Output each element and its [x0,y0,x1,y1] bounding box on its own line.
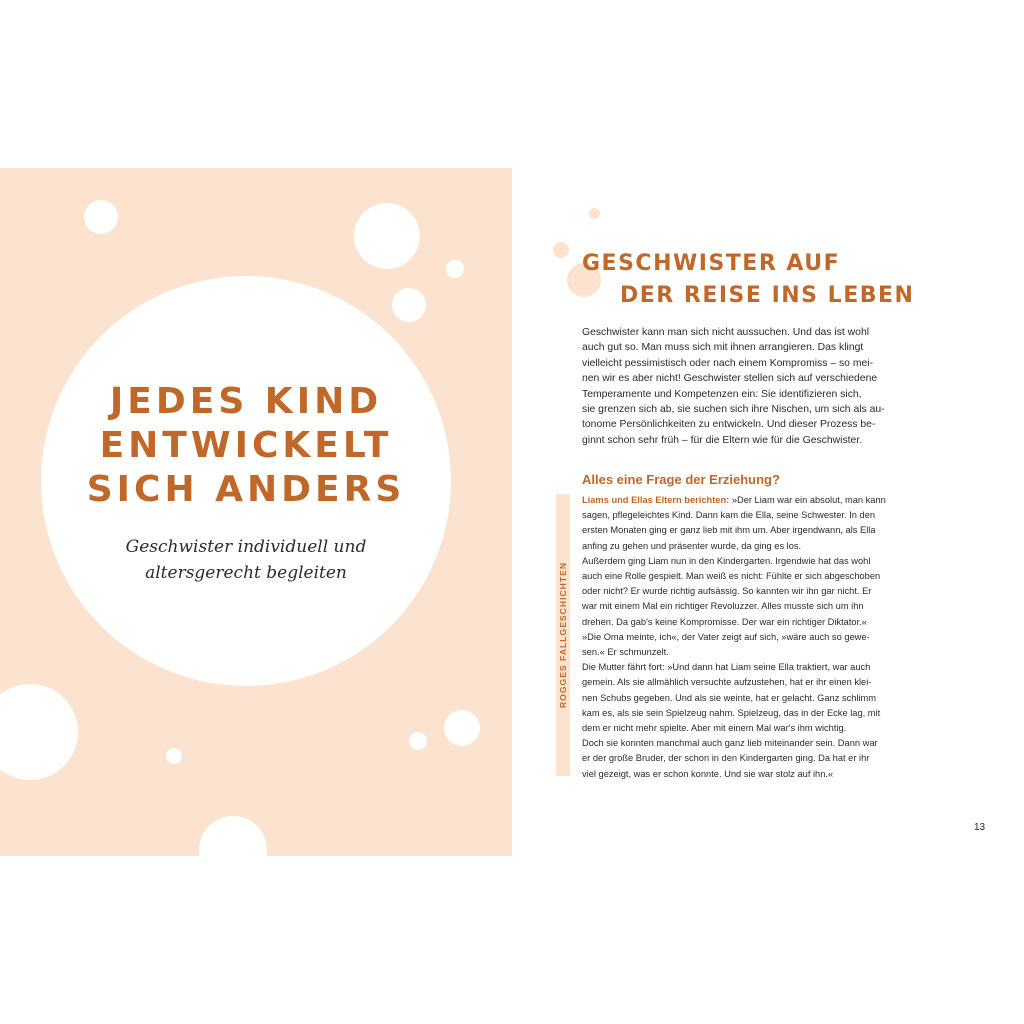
chapter-headline [41,380,451,512]
text-line: vielleicht pessimistisch oder nach einem Kompromiss – so mei- [582,357,874,369]
decorative-dot [354,203,420,269]
right-page [512,168,1024,856]
headline-line: SICH ANDERS [86,469,406,510]
text-line: nen Schubs gegeben. Und als sie weinte, hat er gelacht. Ganz schlimm [582,692,877,703]
case-story [582,493,912,782]
case-sidebar [556,494,570,776]
text-line: drehen. Da gab's keine Kompromisse. Der war ein richtiger Diktator.« [582,616,867,627]
text-line: tonome Persönlichkeiten zu entwickeln. Und dieser Prozess be- [582,419,876,431]
headline-line: JEDES KIND [109,381,383,422]
section-title-line: DER REISE INS LEBEN [620,283,915,308]
story-first-line [582,493,912,508]
text-line: Temperamente und Kompetenzen ein: Sie identifizieren sich, [582,388,862,400]
section-title-line: GESCHWISTER AUF [582,251,841,276]
text-line: auch eine Rolle gespielt. Man weiß es nicht: Fühlte er sich abgeschoben [582,571,881,582]
headline-line: ENTWICKELT [99,425,393,466]
text-line: ginnt schon sehr früh – für die Eltern wie für die Geschwister. [582,434,863,446]
subtitle-line: altersgerecht begleiten [145,563,347,583]
text-line: Doch sie konnten manchmal auch ganz lieb miteinander sein. Dann war [582,738,878,749]
text-line: sen.« Er schmunzelt. [582,647,669,658]
section-title [582,248,1002,312]
subtitle-line: Geschwister individuell und [125,537,367,557]
text-line: dem er nicht mehr spielte. Aber mit einem Mal war's ihm wichtig. [582,723,847,734]
decorative-dot [84,200,118,234]
decorative-dot [444,710,480,746]
text-line: anfing zu gehen und präsenter wurde, da ging es los. [582,540,802,551]
decorative-dot [199,816,267,856]
case-sidebar-label [556,494,570,776]
text-line: kam es, als sie sein Spielzeug nahm. Spielzeug, das in der Ecke lag, mit [582,707,881,718]
decorative-dot [392,288,426,322]
decorative-dot [166,748,182,764]
story-lead: Liams und Ellas Eltern berichten: [582,495,730,505]
side-label-text: ROGGES FALLGESCHICHTEN [558,561,568,709]
text-line: sagen, pflegeleichtes Kind. Dann kam die Ella, seine Schwester. In den [582,510,876,521]
decorative-dot [553,242,569,258]
text-line: Geschwister kann man sich nicht aussuchen. Und das ist wohl [582,327,870,338]
text-line: Außerdem ging Liam nun in den Kindergarten. Irgendwie hat das wohl [582,555,871,566]
page-number: 13 [974,822,986,833]
text-line: ersten Monaten ging er ganz lieb mit ihm um. Aber irgendwann, als Ella [582,525,876,536]
text-line: sie grenzen sich ab, sie suchen sich ihre Nischen, um sich als au- [582,404,885,416]
text-line: war mit einem Mal ein richtiger Revoluzzer. Alles musste sich um ihn [582,601,864,612]
story-first-line-rest: »Der Liam war ein absolut, man kann [729,495,886,505]
decorative-dot [589,208,600,219]
text-line: »Die Oma meinte, ich«, der Vater zeigt auf sich, »wäre auch so gewe- [582,631,870,642]
case-heading: Alles eine Frage der Erziehung? [582,472,780,487]
decorative-dot [409,732,427,750]
decorative-dot [0,684,78,780]
intro-paragraph [582,325,904,448]
decorative-dot [446,260,464,278]
text-line: viel gezeigt, was er schon konnte. Und sie war stolz auf ihn.« [582,768,834,779]
left-page [0,168,512,856]
text-line: er der große Bruder, der schon in den Kindergarten ging. Da hat er ihr [582,753,870,764]
text-line: auch gut so. Man muss sich mit ihnen arrangieren. Das klingt [582,342,864,354]
text-line: gemein. Als sie allmählich versuchte aufzustehen, hat er ihr einen klei- [582,677,872,688]
text-line: oder nicht? Er wurde richtig aufsässig. So kannten wir ihn gar nicht. Er [582,586,872,597]
text-line: nen wir es aber nicht! Geschwister stellen sich auf verschiedene [582,373,878,385]
chapter-subtitle [41,534,451,586]
text-line: Die Mutter fährt fort: »Und dann hat Liam seine Ella traktiert, war auch [582,662,871,673]
